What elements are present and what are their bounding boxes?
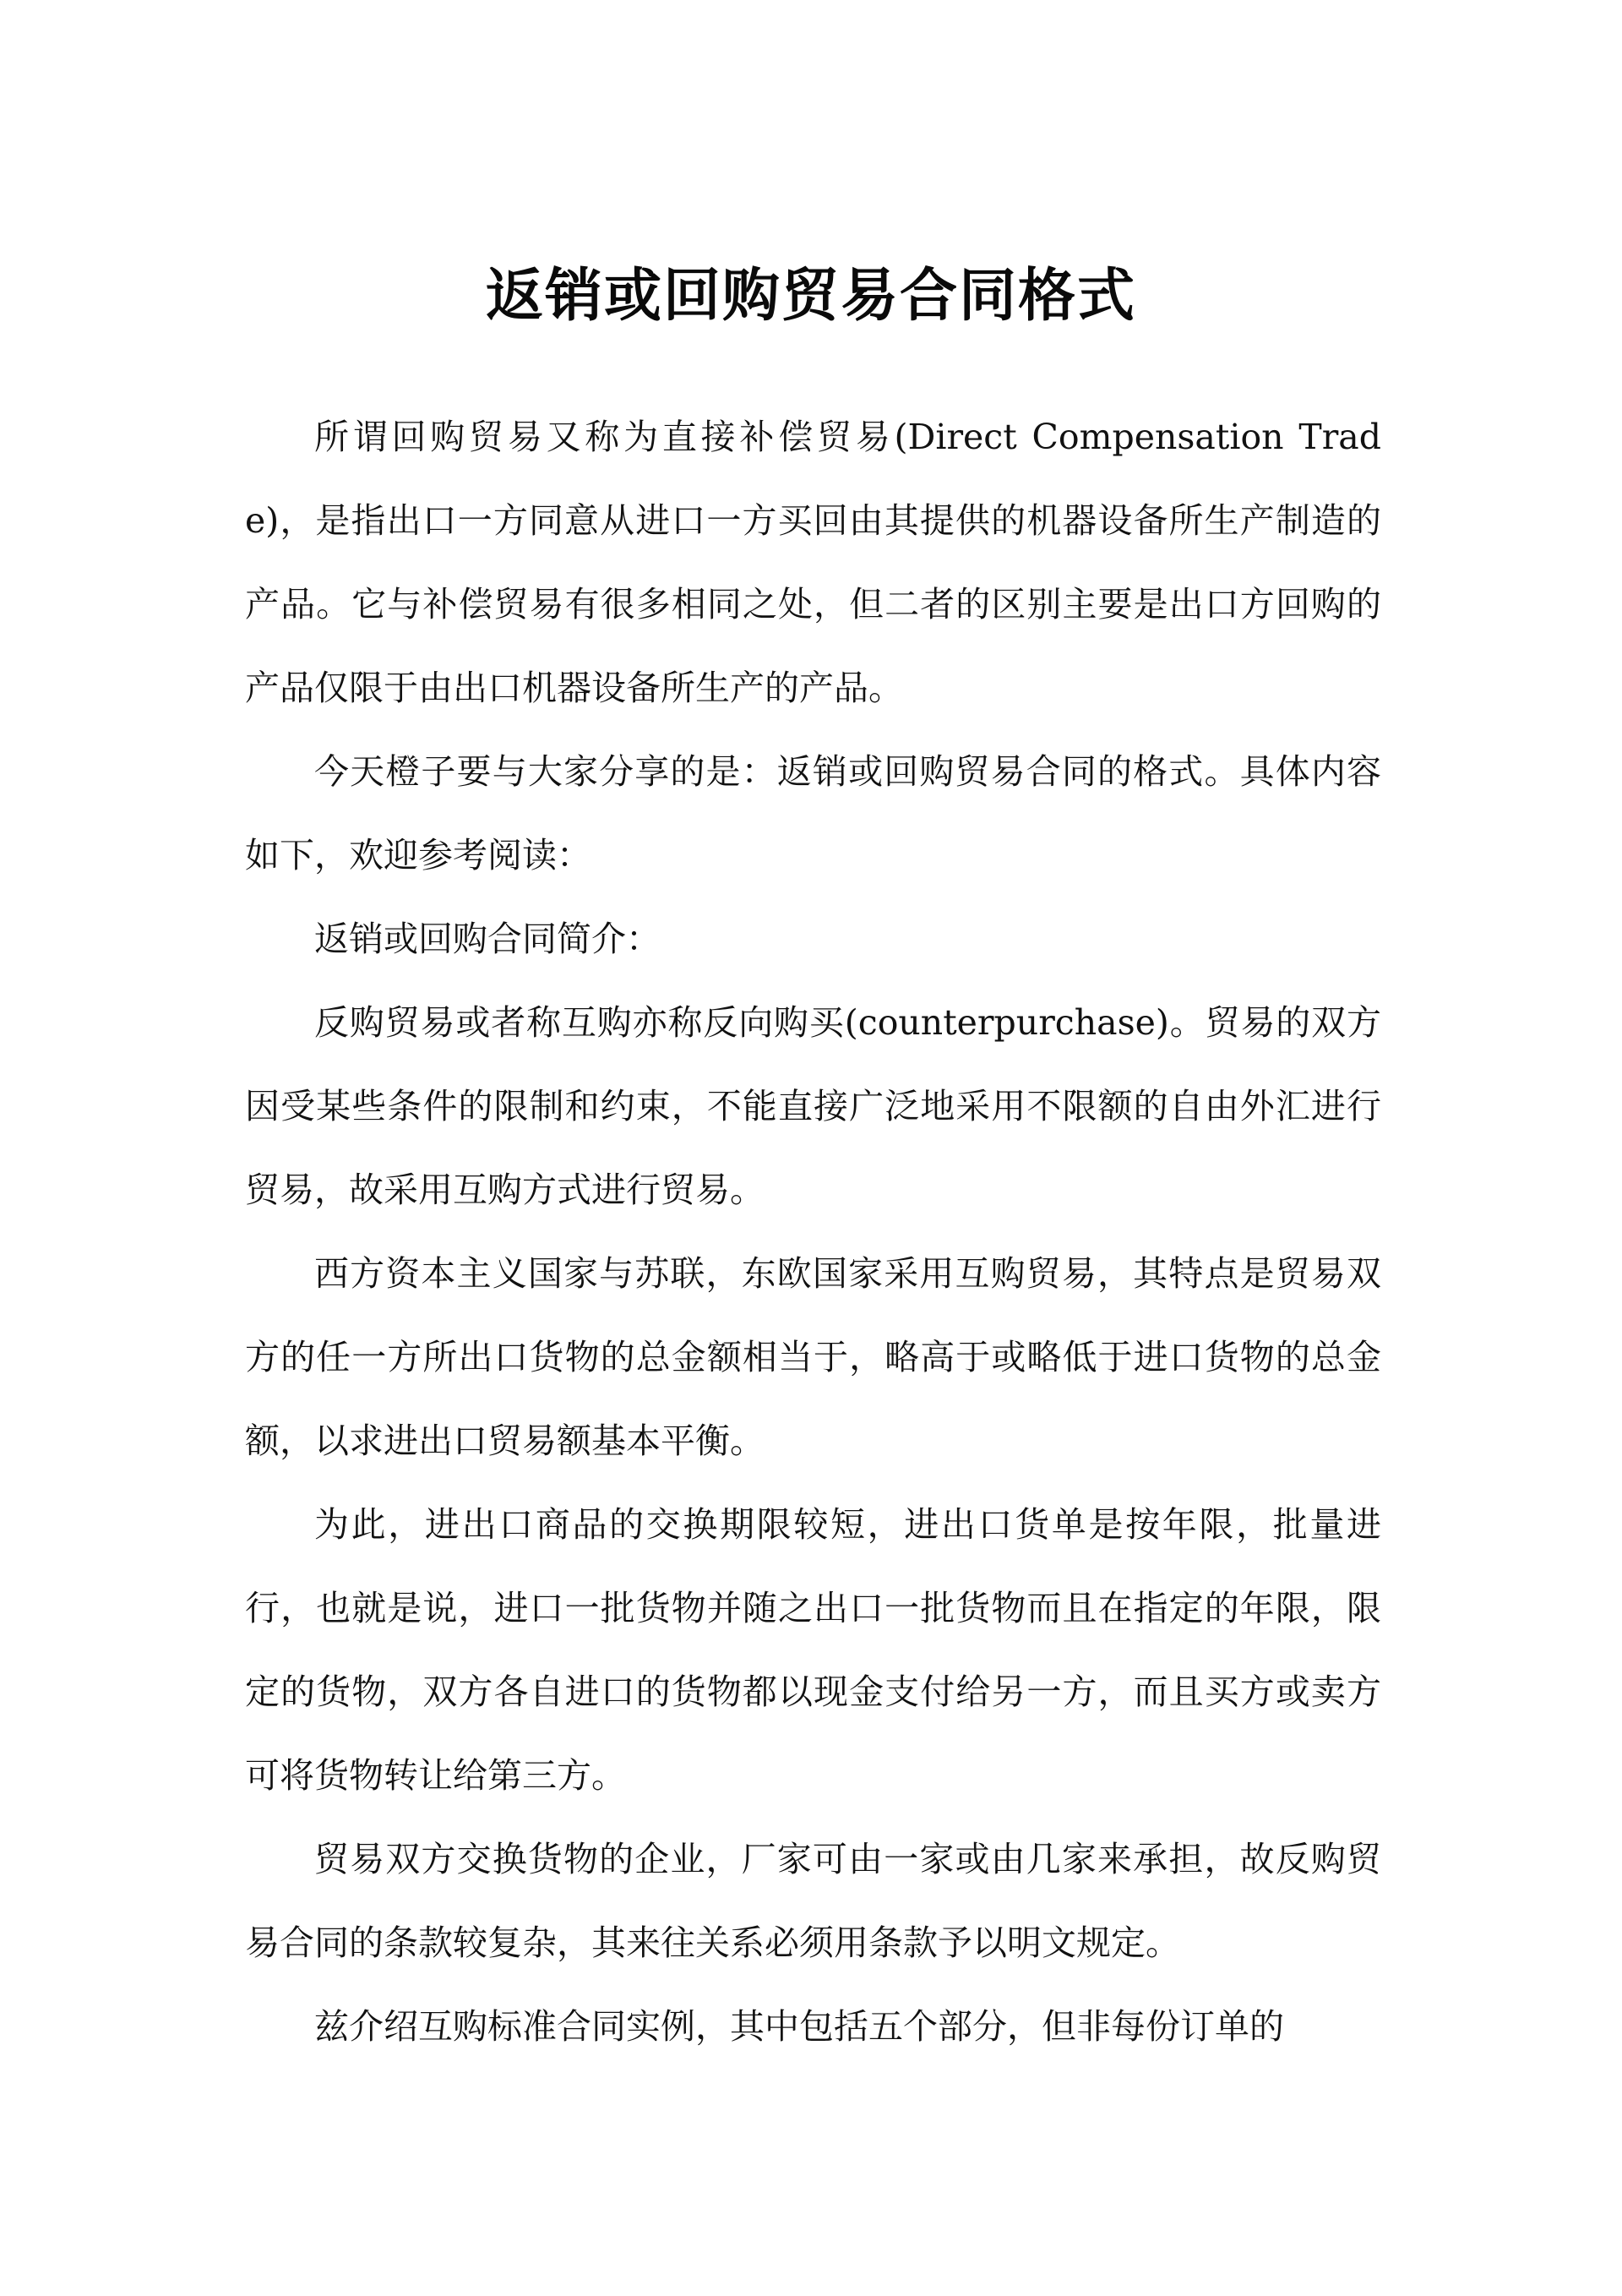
paragraph-counterpurchase: 反购贸易或者称互购亦称反向购买(counterpurchase)。贸易的双方因受某些条件的限制和约束，不能直接广泛地采用不限额的自由外汇进行贸易，故采用互购方式进行贸易。 [245, 1002, 1381, 1210]
paragraph-west-east: 西方资本主义国家与苏联，东欧国家采用互购贸易，其特点是贸易双方的任一方所出口货物的总金额相当于，略高于或略低于进口货物的总金额，以求进出口贸易额基本平衡。 [245, 1253, 1381, 1461]
paragraph-exchange-terms: 为此，进出口商品的交换期限较短，进出口货单是按年限，批量进行，也就是说，进口一批货物并随之出口一批货物而且在指定的年限，限定的货物，双方各自进口的货物都以现金支付给另一方，而且买方或卖方可将货物转让给第三方。 [245, 1504, 1381, 1796]
paragraph-enterprises: 贸易双方交换货物的企业，厂家可由一家或由几家来承担，故反购贸易合同的条款较复杂，其来往关系必须用条款予以明文规定。 [245, 1839, 1381, 1963]
document-title: 返销或回购贸易合同格式 [485, 262, 1136, 330]
paragraph-sharing: 今天橙子要与大家分享的是：返销或回购贸易合同的格式。具体内容如下，欢迎参考阅读： [245, 751, 1381, 875]
paragraph-intro: 所谓回购贸易又称为直接补偿贸易(Direct Compensation Trade)，是指出口一方同意从进口一方买回由其提供的机器设备所生产制造的产品。它与补偿贸易有很多相同之处，但二者的区别主要是出口方回购的产品仅限于由出口机器设备所生产的产品。 [245, 417, 1381, 708]
document-body [245, 395, 1381, 2069]
paragraph-standard-contract: 兹介绍互购标准合同实例，其中包括五个部分，但非每份订单的 [314, 2006, 1284, 2047]
paragraph-subheading: 返销或回购合同简介： [314, 919, 661, 959]
